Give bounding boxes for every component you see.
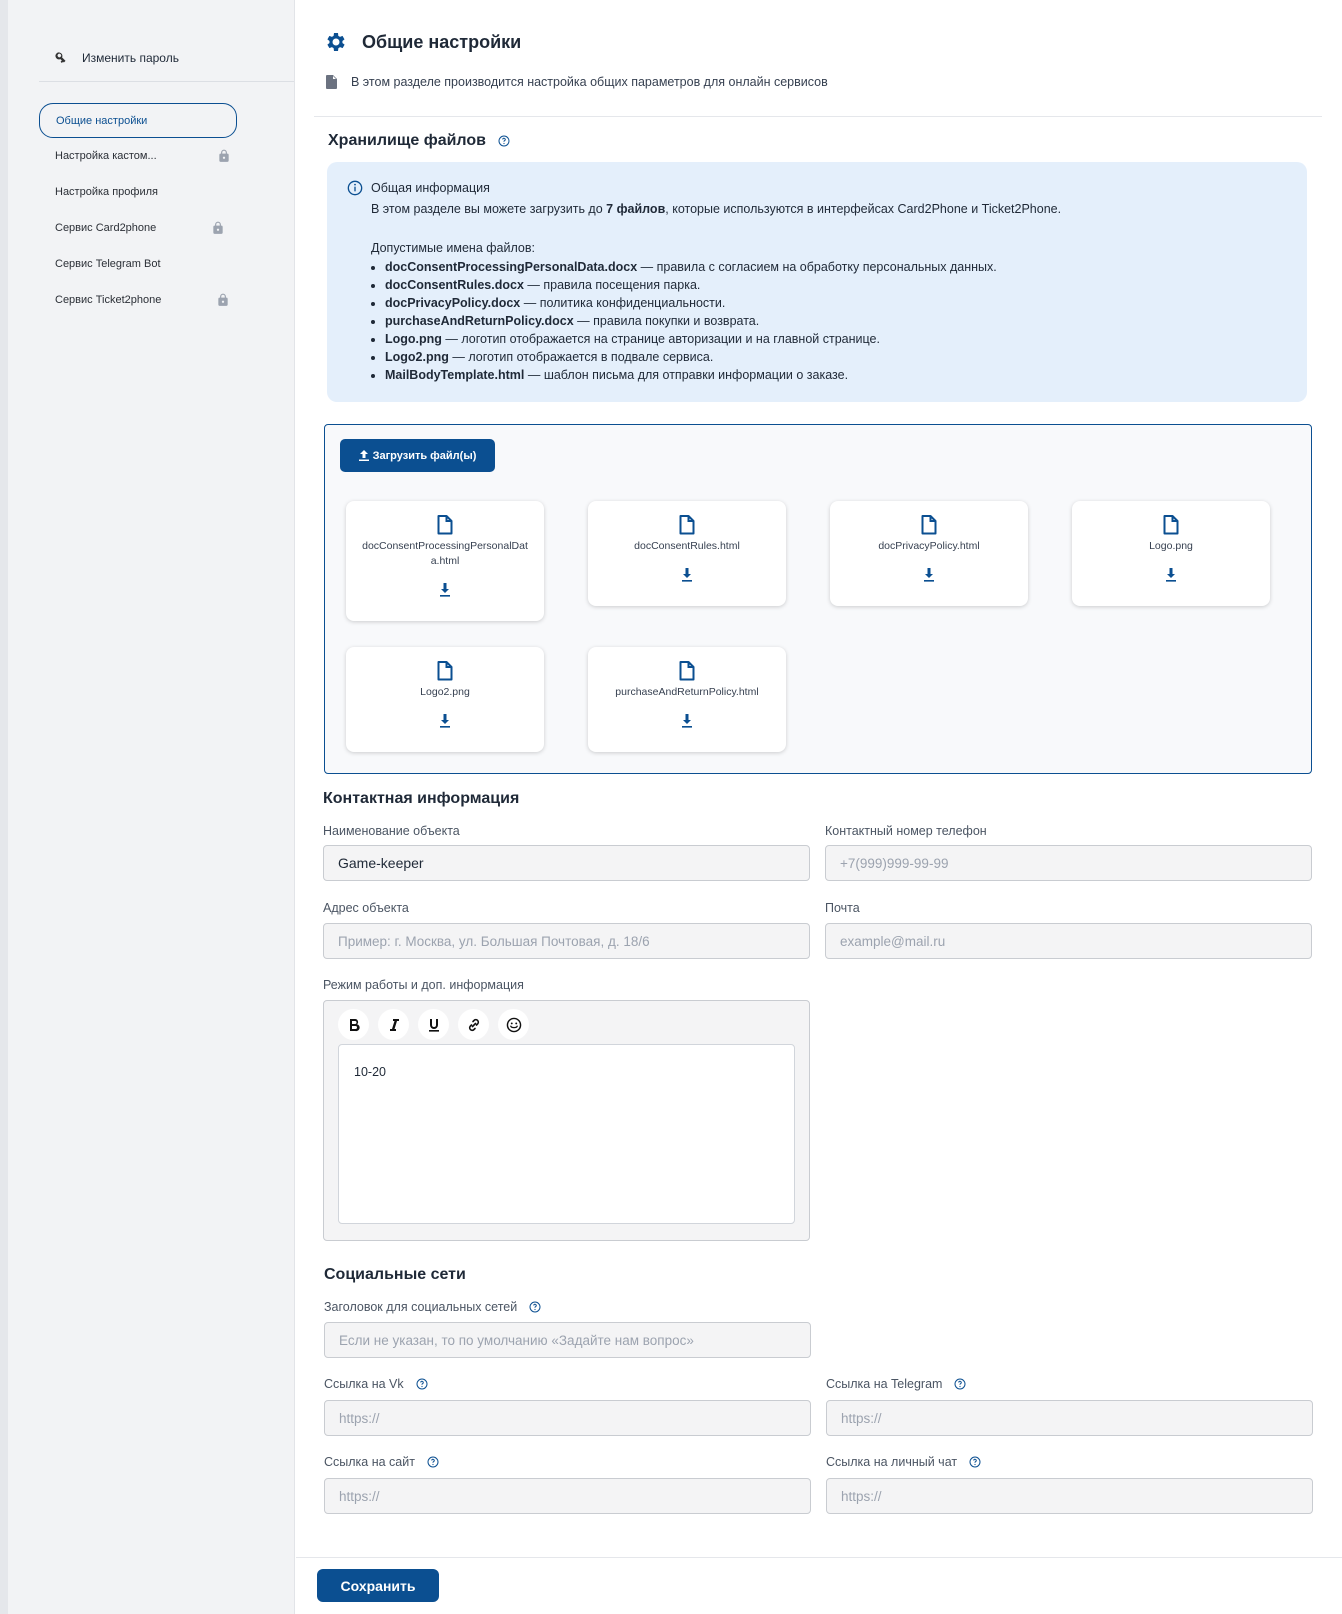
sidebar-item-ticket2phone[interactable] — [39, 282, 237, 318]
file-name: purchaseAndReturnPolicy.docx — [385, 314, 574, 328]
social-header-input[interactable] — [324, 1322, 811, 1358]
file-desc: — политика конфиденциальности. — [520, 296, 726, 310]
site-label — [324, 1455, 439, 1469]
file-desc: — логотип отображается в подвале сервиса. — [448, 350, 714, 364]
contacts-title — [323, 790, 519, 808]
emoji-icon — [506, 1017, 522, 1033]
lock-icon — [217, 148, 231, 164]
download-icon[interactable] — [923, 568, 935, 582]
download-icon[interactable] — [439, 583, 451, 597]
schedule-text-area[interactable] — [338, 1044, 795, 1224]
download-icon[interactable] — [681, 714, 693, 728]
file-name: Logo2.png — [420, 686, 470, 698]
upload-files-label: Загрузить файл(ы) — [372, 449, 477, 462]
chat-label — [826, 1455, 981, 1469]
help-icon[interactable] — [427, 1456, 439, 1468]
file-name: docConsentProcessingPersonalData.docx — [385, 260, 638, 274]
file-name: Logo.png — [385, 332, 442, 346]
phone-label: Контактный номер телефон — [825, 824, 987, 838]
file-name: docConsentProcessingPersonalData.html — [362, 540, 528, 567]
info-body — [371, 201, 1307, 384]
object-name-value: Game-keeper — [338, 855, 424, 871]
address-placeholder: Пример: г. Москва, ул. Большая Почтовая, д. 18/6 — [338, 933, 650, 949]
schedule-value: 10-20 — [354, 1065, 386, 1079]
bold-icon — [346, 1017, 362, 1033]
main-content — [296, 0, 1342, 1614]
list-item — [385, 348, 1307, 366]
sidebar-item-telegram-bot[interactable] — [39, 246, 237, 282]
file-desc: — правила посещения парка. — [523, 278, 701, 292]
sidebar-item-label: Общие настройки — [56, 114, 148, 127]
underline-icon — [426, 1017, 442, 1033]
chat-placeholder: https:// — [841, 1488, 882, 1504]
info-icon — [347, 180, 363, 196]
upload-files-button[interactable] — [340, 439, 495, 472]
schedule-label: Режим работы и доп. информация — [323, 978, 524, 992]
social-header-label — [324, 1300, 541, 1314]
info-title: Общая информация — [371, 181, 490, 195]
intro-text-start: В этом разделе вы можете загрузить до — [371, 202, 607, 216]
underline-button[interactable] — [418, 1009, 449, 1040]
social-header-label-text: Заголовок для социальных сетей — [324, 1300, 518, 1314]
file-icon — [437, 661, 453, 681]
email-label: Почта — [825, 901, 860, 915]
link-icon — [466, 1017, 482, 1033]
sidebar-item-custom-settings[interactable] — [39, 138, 237, 174]
telegram-label-text: Ссылка на Telegram — [826, 1377, 943, 1391]
file-name: docPrivacyPolicy.docx — [385, 296, 521, 310]
phone-placeholder: +7(999)999-99-99 — [840, 855, 949, 871]
file-name: purchaseAndReturnPolicy.html — [615, 686, 759, 698]
chat-label-text: Ссылка на личный чат — [826, 1455, 958, 1469]
italic-icon — [386, 1017, 402, 1033]
file-icon — [437, 515, 453, 535]
divider — [314, 116, 1322, 117]
list-item — [385, 258, 1307, 276]
intro-text-end: , которые используются в интерфейсах Card2Phone и Ticket2Phone. — [665, 202, 1062, 216]
sidebar-item-general-settings[interactable] — [39, 103, 237, 138]
help-icon[interactable] — [529, 1301, 541, 1313]
phone-input[interactable] — [825, 845, 1312, 881]
storage-title-text: Хранилище файлов — [328, 132, 486, 149]
change-password-link[interactable] — [39, 0, 294, 82]
info-intro — [371, 201, 1307, 217]
file-name: docConsentRules.docx — [385, 278, 524, 292]
list-item — [385, 312, 1307, 330]
file-name: MailBodyTemplate.html — [385, 368, 525, 382]
document-icon — [326, 75, 338, 89]
upload-icon — [359, 450, 369, 461]
sidebar-item-card2phone[interactable] — [39, 210, 237, 246]
sidebar-item-label: Сервис Card2phone — [55, 222, 157, 234]
social-title — [324, 1266, 466, 1284]
emoji-button[interactable] — [498, 1009, 529, 1040]
chat-link-input[interactable] — [826, 1478, 1313, 1514]
download-icon[interactable] — [1165, 568, 1177, 582]
telegram-link-input[interactable] — [826, 1400, 1313, 1436]
email-placeholder: example@mail.ru — [840, 933, 946, 949]
download-icon[interactable] — [439, 714, 451, 728]
info-header — [347, 178, 1307, 198]
gear-icon — [324, 30, 348, 54]
change-password-label: Изменить пароль — [82, 50, 179, 65]
download-icon[interactable] — [681, 568, 693, 582]
key-icon — [54, 51, 68, 65]
allowed-names-list — [371, 258, 1307, 384]
intro-file-count: 7 файлов — [606, 202, 666, 216]
allowed-names-label: Допустимые имена файлов: — [371, 241, 535, 255]
sidebar-item-label: Сервис Telegram Bot — [55, 258, 161, 270]
site-placeholder: https:// — [339, 1488, 380, 1504]
bold-button[interactable] — [338, 1009, 369, 1040]
file-icon — [679, 515, 695, 535]
file-desc: — шаблон письма для отправки информации о заказе. — [524, 368, 849, 382]
sidebar-item-label: Настройка кастом... — [55, 150, 157, 162]
storage-title — [328, 132, 510, 150]
site-link-input[interactable] — [324, 1478, 811, 1514]
sidebar-item-profile-settings[interactable] — [39, 174, 237, 210]
file-card[interactable] — [346, 647, 544, 752]
file-desc: — правила с согласием на обработку персональных данных. — [637, 260, 997, 274]
file-card[interactable] — [588, 647, 786, 752]
sidebar — [8, 0, 295, 1614]
help-icon[interactable] — [954, 1378, 966, 1390]
list-item — [385, 330, 1307, 348]
help-icon[interactable] — [969, 1456, 981, 1468]
vk-placeholder: https:// — [339, 1410, 380, 1426]
telegram-label — [826, 1377, 966, 1391]
schedule-editor — [323, 1000, 810, 1241]
contacts-title-text: Контактная информация — [323, 790, 520, 807]
social-title-text: Социальные сети — [324, 1266, 466, 1283]
page-header — [324, 30, 521, 54]
divider — [296, 1557, 1342, 1558]
file-icon — [921, 515, 937, 535]
window-edge — [0, 0, 8, 1614]
file-name: Logo.png — [1149, 540, 1193, 552]
lock-icon — [211, 220, 225, 236]
file-icon — [1163, 515, 1179, 535]
file-name: docConsentRules.html — [634, 540, 740, 552]
storage-info-box — [327, 162, 1307, 402]
file-storage-area[interactable] — [324, 424, 1312, 774]
page-description-text: В этом разделе производится настройка общих параметров для онлайн сервисов — [351, 75, 828, 89]
italic-button[interactable] — [378, 1009, 409, 1040]
page-title: Общие настройки — [362, 31, 522, 52]
lock-icon — [216, 292, 230, 308]
sidebar-item-label: Сервис Ticket2phone — [55, 294, 162, 306]
object-name-label: Наименование объекта — [323, 824, 460, 838]
site-label-text: Ссылка на сайт — [324, 1455, 415, 1469]
file-card[interactable] — [1072, 501, 1270, 606]
vk-label-text: Ссылка на Vk — [324, 1377, 404, 1391]
link-button[interactable] — [458, 1009, 489, 1040]
help-icon[interactable] — [416, 1378, 428, 1390]
address-input[interactable] — [323, 923, 810, 959]
sidebar-nav — [8, 103, 294, 318]
file-name: docPrivacyPolicy.html — [878, 540, 980, 552]
file-desc: — логотип отображается на странице авторизации и на главной странице. — [441, 332, 880, 346]
file-name: Logo2.png — [385, 350, 449, 364]
object-name-input[interactable] — [323, 845, 810, 881]
list-item — [385, 366, 1307, 384]
list-item — [385, 276, 1307, 294]
file-card[interactable] — [830, 501, 1028, 606]
email-input[interactable] — [825, 923, 1312, 959]
telegram-placeholder: https:// — [841, 1410, 882, 1426]
file-card[interactable] — [588, 501, 786, 606]
file-icon — [679, 661, 695, 681]
vk-label — [324, 1377, 428, 1391]
file-desc: — правила покупки и возврата. — [573, 314, 760, 328]
help-icon[interactable] — [498, 135, 510, 147]
vk-link-input[interactable] — [324, 1400, 811, 1436]
sidebar-item-label: Настройка профиля — [55, 186, 158, 198]
social-header-placeholder: Если не указан, то по умолчанию «Задайте нам вопрос» — [339, 1332, 694, 1348]
save-button[interactable]: Сохранить — [317, 1569, 439, 1602]
list-item — [385, 294, 1307, 312]
file-card[interactable] — [346, 501, 544, 621]
address-label: Адрес объекта — [323, 901, 409, 915]
page-description — [326, 75, 828, 89]
